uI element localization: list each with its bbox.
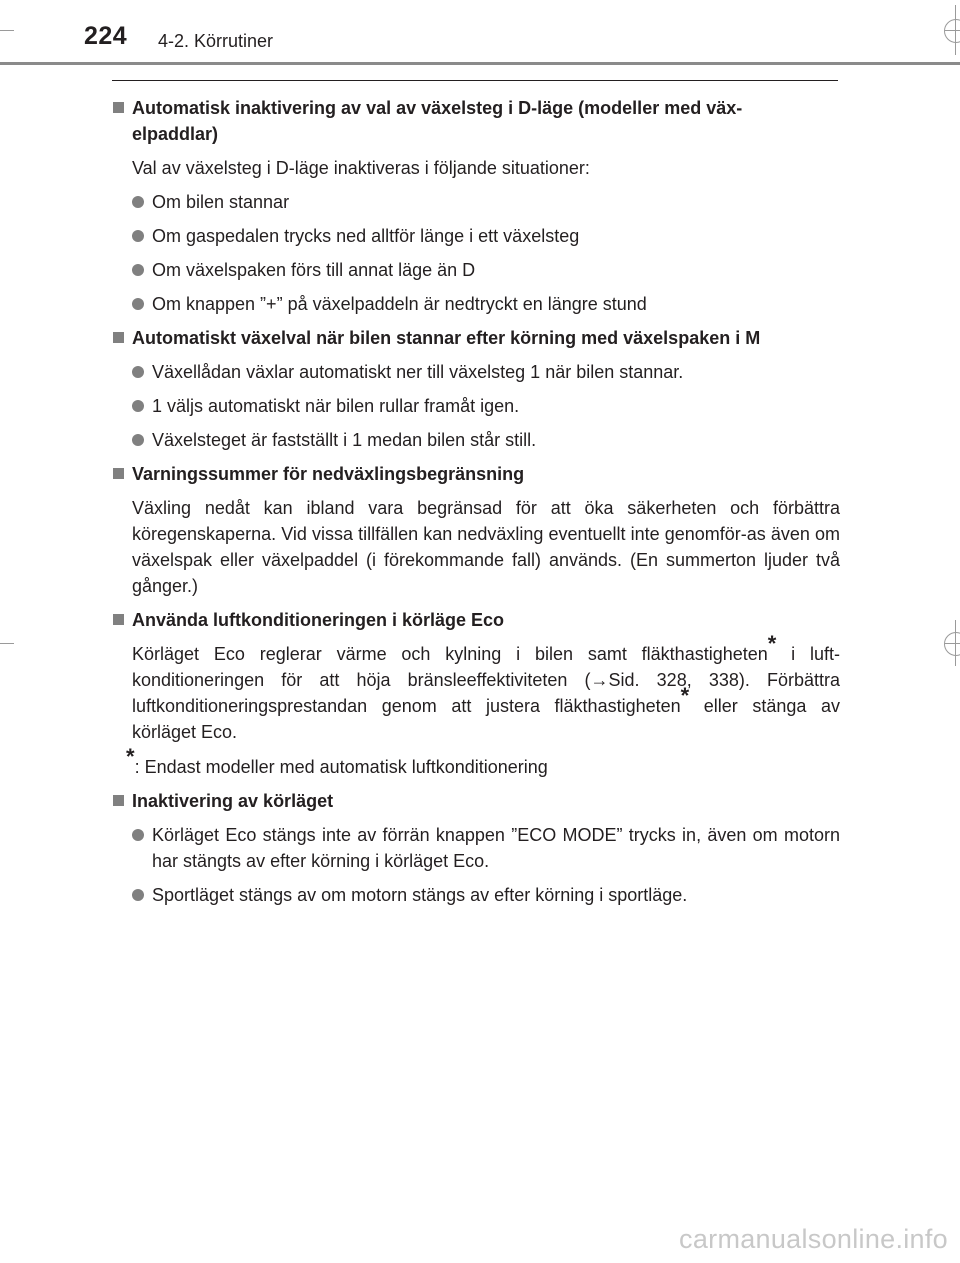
list-item: Körläget Eco stängs inte av förrän knappen ”ECO MODE” trycks in, även om motorn har stängts av efter körning i körläget Eco. <box>112 822 840 874</box>
list-item: Växellådan växlar automatiskt ner till växelsteg 1 när bilen stannar. <box>112 359 840 385</box>
round-bullet-icon <box>132 230 144 242</box>
paragraph: Växling nedåt kan ibland vara begränsad för att öka säkerheten och förbättra köregenskaperna. Vid vissa tillfällen kan nedväxling eventuellt inte genomför-as även om växelspak eller växelpaddel (i förekommande fall) används. (En summerton ljuder två gånger.) <box>132 498 840 596</box>
paragraph: Val av växelsteg i D-läge inaktiveras i följande situationer: <box>132 158 590 178</box>
round-bullet-icon <box>132 889 144 901</box>
page-content <box>112 95 840 908</box>
paragraph: Körläget Eco reglerar värme och kylning i bilen samt fläkthastigheten* i luft-konditioneringen för att höja bränsleeffektiviteten (→Sid. 328, 338). Förbättra luftkonditioneringsprestandan genom att justera fläkthastigheten* eller stänga av körläget Eco. <box>132 631 841 742</box>
asterisk-mark: * <box>126 744 135 769</box>
list-item: 1 väljs automatiskt när bilen rullar framåt igen. <box>112 393 840 419</box>
round-bullet-icon <box>132 366 144 378</box>
section-heading: Inaktivering av körläget <box>112 788 840 814</box>
registration-mark <box>944 632 960 656</box>
square-bullet-icon <box>113 468 124 479</box>
round-bullet-icon <box>132 434 144 446</box>
asterisk-mark: * <box>767 631 777 656</box>
round-bullet-icon <box>132 196 144 208</box>
round-bullet-icon <box>132 400 144 412</box>
round-bullet-icon <box>132 829 144 841</box>
crop-mark <box>955 5 956 55</box>
square-bullet-icon <box>113 795 124 806</box>
list-item: Om knappen ”+” på växelpaddeln är nedtryckt en längre stund <box>112 291 840 317</box>
content-top-rule <box>112 80 838 81</box>
section-heading: Automatiskt växelval när bilen stannar efter körning med växelspaken i M <box>112 325 840 351</box>
watermark: carmanualsonline.info <box>679 1224 948 1254</box>
round-bullet-icon <box>132 298 144 310</box>
page-header <box>0 0 960 66</box>
square-bullet-icon <box>113 332 124 343</box>
page-number: 224 <box>84 22 128 50</box>
crop-mark <box>955 620 956 666</box>
list-item: Växelsteget är fastställt i 1 medan bilen står still. <box>112 427 840 453</box>
square-bullet-icon <box>113 614 124 625</box>
crop-mark <box>0 30 14 31</box>
footnote: *: Endast modeller med automatisk luftkonditionering <box>126 744 548 777</box>
arrow-icon: → <box>590 670 609 690</box>
square-bullet-icon <box>113 102 124 113</box>
header-rule <box>0 62 960 65</box>
list-item: Om bilen stannar <box>112 189 840 215</box>
section-heading: Varningssummer för nedväxlingsbegränsning <box>112 461 840 487</box>
section-heading: Använda luftkonditioneringen i körläge Eco <box>112 607 840 633</box>
section-heading: Automatisk inaktivering av val av växelsteg i D-läge (modeller med väx- elpaddlar) <box>112 95 840 147</box>
asterisk-mark: * <box>680 683 690 708</box>
crop-mark <box>0 643 14 644</box>
list-item: Om gaspedalen trycks ned alltför länge i ett växelsteg <box>112 223 840 249</box>
list-item: Sportläget stängs av om motorn stängs av efter körning i sportläge. <box>112 882 840 908</box>
round-bullet-icon <box>132 264 144 276</box>
list-item: Om växelspaken förs till annat läge än D <box>112 257 840 283</box>
chapter-title: 4-2. Körrutiner <box>158 31 274 51</box>
